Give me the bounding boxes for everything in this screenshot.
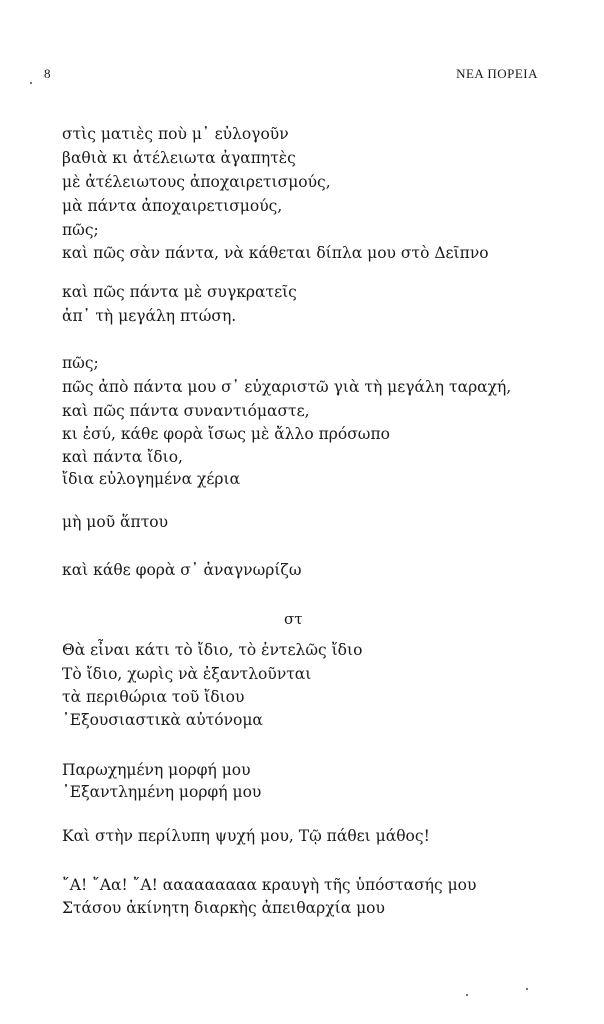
poem-line: καὶ κάθε φορὰ σ᾽ ἀναγνωρίζω — [62, 561, 302, 579]
poem-line: πῶς ἀπὸ πάντα μου σ᾽ εὐχαριστῶ γιὰ τὴ μεγάλη ταραχή, — [62, 378, 512, 396]
section-mark: στ — [284, 610, 303, 628]
poem-line: πῶς; — [62, 221, 99, 239]
poem-line: Τὸ ἴδιο, χωρὶς νὰ ἐξαντλοῦνται — [62, 665, 312, 683]
poem-line: Καὶ στὴν περίλυπη ψυχή μου, Τῷ πάθει μάθος! — [62, 827, 430, 845]
scan-speck — [466, 994, 468, 996]
poem-line: βαθιὰ κι ἀτέλειωτα ἀγαπητὲς — [62, 149, 296, 167]
poem-line: τὰ περιθώρια τοῦ ἴδιου — [62, 688, 245, 706]
page-number: 8 — [44, 66, 51, 81]
poem-line: μὰ πάντα ἀποχαιρετισμούς, — [62, 197, 283, 215]
poem-line: πῶς; — [62, 354, 99, 372]
scan-speck — [30, 82, 32, 84]
poem-line: ᾽Εξαντλημένη μορφή μου — [62, 783, 262, 801]
poem-line: ἀπ᾽ τὴ μεγάλη πτώση. — [62, 307, 237, 325]
poem-line: ᾽Εξουσιαστικὰ αὐτόνομα — [62, 711, 263, 729]
poem-line: στὶς ματιὲς ποὺ μ᾽ εὐλογοῦν — [62, 125, 289, 143]
scan-speck — [526, 988, 528, 990]
poem-line: μὲ ἀτέλειωτους ἀποχαιρετισμούς, — [62, 173, 331, 191]
poem-line: Θὰ εἶναι κάτι τὸ ἴδιο, τὸ ἐντελῶς ἴδιο — [62, 641, 363, 659]
poem-line: ῎Α! ῎Αα! ῎Α! ααααααααα κραυγὴ τῆς ὑπόστασής μου — [62, 876, 477, 894]
running-head: ΝΕΑ ΠΟΡΕΙΑ — [456, 66, 538, 81]
poem-line: κι ἐσύ, κάθε φορὰ ἴσως μὲ ἄλλο πρόσωπο — [62, 425, 390, 443]
poem-line: καὶ πῶς σὰν πάντα, νὰ κάθεται δίπλα μου στὸ Δεῖπνο — [62, 244, 489, 262]
poem-line: Στάσου ἀκίνητη διαρκὴς ἀπειθαρχία μου — [62, 899, 385, 917]
poem-line: ἴδια εὐλογημένα χέρια — [62, 470, 241, 488]
poem-line: καὶ πάντα ἴδιο, — [62, 448, 183, 466]
poem-line: μὴ μοῦ ἅπτου — [62, 513, 169, 531]
poem-line: καὶ πῶς πάντα συναντιόμαστε, — [62, 402, 310, 420]
poem-line: καὶ πῶς πάντα μὲ συγκρατεῖς — [62, 283, 297, 301]
poem-line: Παρωχημένη μορφή μου — [62, 761, 251, 779]
